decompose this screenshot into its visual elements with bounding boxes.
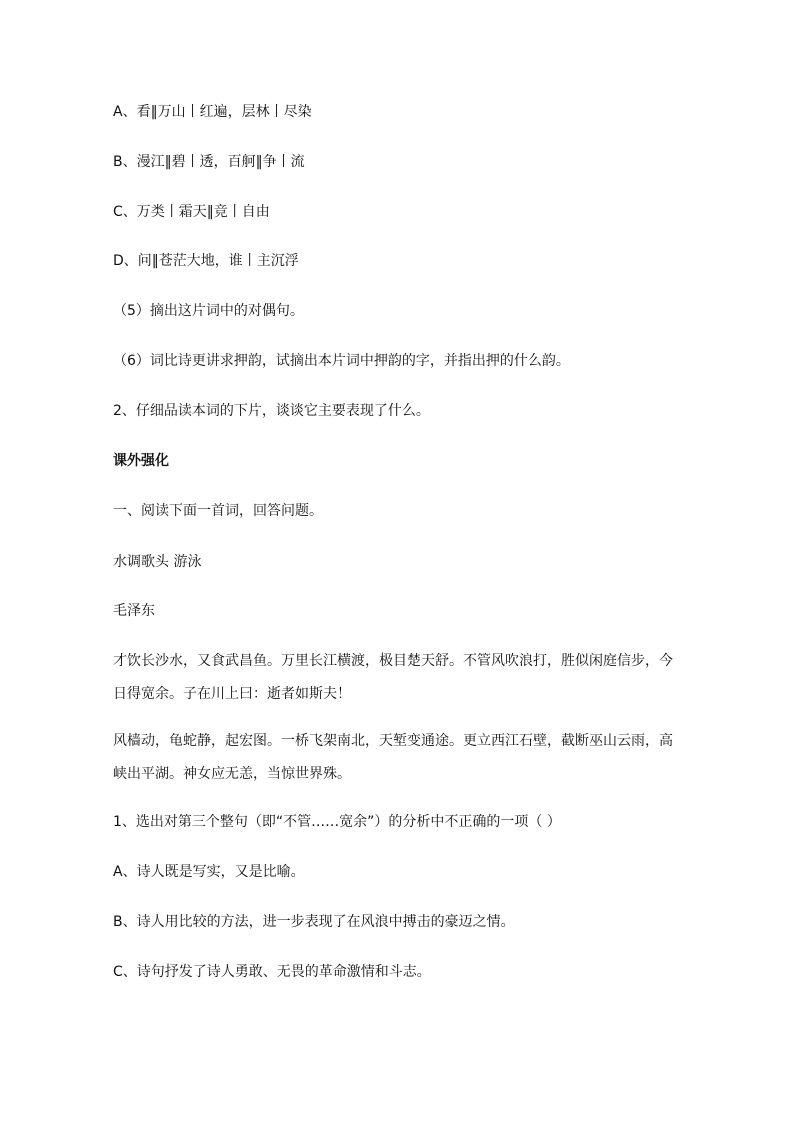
poem-title: 水调歌头 游泳 [113,554,202,570]
answer-option-a: A、诗人既是写实，又是比喻。 [113,864,305,880]
question-5: （5）摘出这片词中的对偶句。 [113,303,304,319]
option-c-text: C、万类丨霜天‖竞丨自由 [113,204,270,220]
answer-option-b: B、诗人用比较的方法，进一步表现了在风浪中搏击的豪迈之情。 [113,914,515,930]
section-heading: 课外强化 [113,453,169,469]
poem-stanza-1: 才饮长沙水，又食武昌鱼。万里长江横渡，极目楚天舒。不管风吹浪打，胜似闲庭信步，今日得宽余。子在川上曰：逝者如斯夫！ [113,653,673,702]
question-2: 2、仔细品读本词的下片，谈谈它主要表现了什么。 [113,403,430,419]
option-d-text: D、问‖苍茫大地，谁丨主沉浮 [113,253,299,269]
answer-option-c: C、诗句抒发了诗人勇敢、无畏的革命激情和斗志。 [113,964,431,980]
option-a-text: A、看‖万山丨红遍，层林丨尽染 [113,104,312,120]
reading-instruction: 一、阅读下面一首词，回答问题。 [113,503,323,519]
option-b-text: B、漫江‖碧丨透，百舸‖争丨流 [113,154,305,170]
poem-stanza-2: 风樯动，龟蛇静，起宏图。一桥飞架南北，天堑变通途。更立西江石壁，截断巫山云雨，高峡出平湖。神女应无恙，当惊世界殊。 [113,733,673,782]
poem-author: 毛泽东 [113,603,155,619]
question-6: （6）词比诗更讲求押韵，试摘出本片词中押韵的字，并指出押的什么韵。 [113,353,570,369]
question-1: 1、选出对第三个整句（即“不管……宽余”）的分析中不正确的一项（ ） [113,814,561,830]
